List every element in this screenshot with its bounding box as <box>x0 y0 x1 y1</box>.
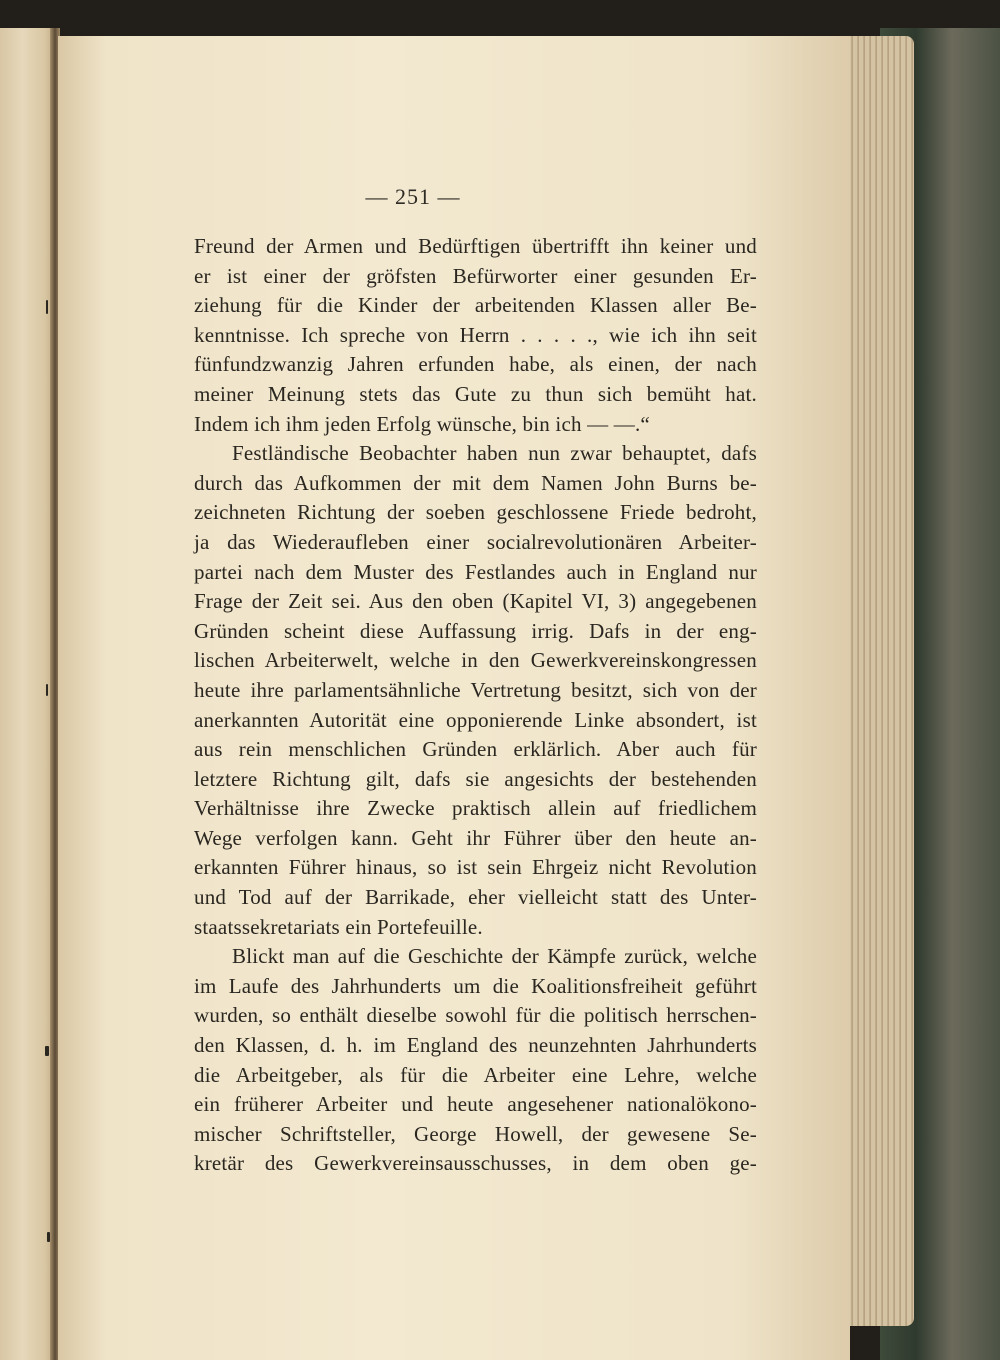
page-edges <box>842 36 914 1326</box>
text-line: die Arbeitgeber, als für die Arbeiter eine Lehre, welche <box>194 1062 757 1087</box>
text-line: wurden, so enthält dieselbe sowohl für die politisch herrschen- <box>194 1003 757 1028</box>
text-line: kenntnisse. Ich spreche von Herrn . . . . ., wie ich ihn seit <box>194 322 757 347</box>
text-line: und Tod auf der Barrikade, eher vielleicht statt des Unter- <box>194 885 757 910</box>
text-line: Verhältnisse ihre Zwecke praktisch allein auf friedlichem <box>194 796 757 821</box>
text-line: heute ihre parlamentsähnliche Vertretung besitzt, sich von der <box>194 677 757 702</box>
paragraph <box>194 232 757 439</box>
text-line: Indem ich ihm jeden Erfolg wünsche, bin ich — —.“ <box>194 411 650 436</box>
text-line: Gründen scheint diese Auffassung irrig. Dafs in der eng- <box>194 618 757 643</box>
text-line: zeichneten Richtung der soeben geschlossene Friede bedroht, <box>194 500 757 525</box>
ink-speck <box>46 300 48 314</box>
ink-speck <box>46 684 48 696</box>
text-line: Frage der Zeit sei. Aus den oben (Kapitel VI, 3) angegebenen <box>194 589 757 614</box>
text-line: aus rein menschlichen Gründen erklärlich. Aber auch für <box>194 737 757 762</box>
paragraph <box>194 942 757 1179</box>
text-line: mischer Schriftsteller, George Howell, der gewesene Se- <box>194 1121 757 1146</box>
text-line: meiner Meinung stets das Gute zu thun sich bemüht hat. <box>194 381 757 406</box>
text-line: im Laufe des Jahrhunderts um die Koalitionsfreiheit geführt <box>194 973 757 998</box>
page-number: — 251 — <box>365 184 461 209</box>
text-line: Freund der Armen und Bedürftigen übertrifft ihn keiner und <box>194 234 757 258</box>
text-line: fünfundzwanzig Jahren erfunden habe, als einen, der nach <box>194 352 757 377</box>
text-line: Blickt man auf die Geschichte der Kämpfe zurück, welche <box>232 944 757 969</box>
book-page <box>58 36 850 1360</box>
text-line: anerkannten Autorität eine opponierende Linke absondert, ist <box>194 707 757 732</box>
text-line: Festländische Beobachter haben nun zwar behauptet, dafs <box>232 441 757 466</box>
text-line: partei nach dem Muster des Festlandes auch in England nur <box>194 559 757 584</box>
text-line: ziehung für die Kinder der arbeitenden Klassen aller Be- <box>194 293 757 318</box>
paragraph <box>194 439 757 942</box>
text-line: ja das Wiederaufleben einer socialrevolutionären Arbeiter- <box>194 529 757 554</box>
text-line: den Klassen, d. h. im England des neunzehnten Jahrhunderts <box>194 1033 757 1058</box>
text-line: durch das Aufkommen der mit dem Namen John Burns be- <box>194 470 757 495</box>
text-line: letztere Richtung gilt, dafs sie angesichts der bestehenden <box>194 766 757 791</box>
page-header <box>58 184 768 210</box>
page-body <box>194 232 757 1179</box>
text-line: Wege verfolgen kann. Geht ihr Führer über den heute an- <box>194 825 757 850</box>
ink-speck <box>47 1232 50 1242</box>
text-line: er ist einer der gröfsten Befürworter einer gesunden Er- <box>194 263 757 288</box>
text-line: lischen Arbeiterwelt, welche in den Gewerkvereinskongressen <box>194 648 757 673</box>
text-line: staatssekretariats ein Portefeuille. <box>194 914 483 939</box>
text-line: kretär des Gewerkvereinsausschusses, in dem oben ge- <box>194 1151 757 1176</box>
text-line: erkannten Führer hinaus, so ist sein Ehrgeiz nicht Revolution <box>194 855 757 880</box>
ink-speck <box>45 1046 49 1056</box>
text-line: ein früherer Arbeiter und heute angesehener nationalökono- <box>194 1092 757 1117</box>
